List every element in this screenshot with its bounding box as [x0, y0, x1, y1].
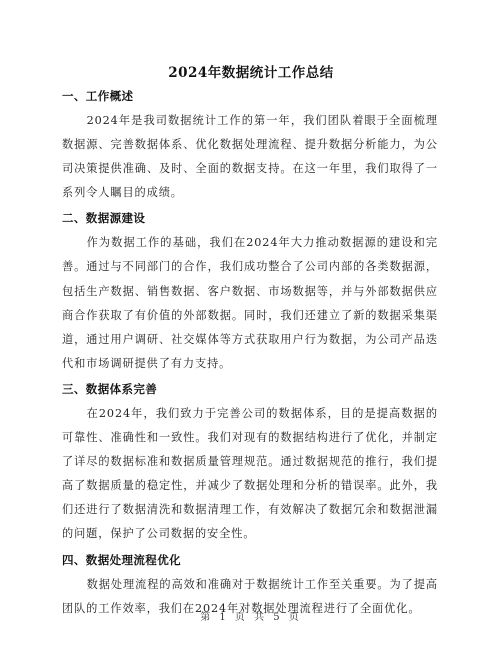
section-heading: 四、数据处理流程优化: [62, 552, 181, 567]
section-data-system: [62, 377, 438, 547]
section-heading: 一、工作概述: [62, 89, 134, 103]
section-paragraph: 在2024年，我们致力于完善公司的数据体系，目的是提高数据的可靠性、准确性和一致性。我们对现有的数据结构进行了优化，并制定了详尽的数据标准和数据质量管理规范。通过数据规范的推行，我们提高了数据质量的稳定性，并减少了数据处理和分析的错误率。此外，我们还进行了数据清洗和数据清理工作，有效解决了数据冗余和数据泄漏的问题，保护了公司数据的安全性。: [62, 406, 438, 541]
section-paragraph: 数据处理流程的高效和准确对于数据统计工作至关重要。为了提高团队的工作效率，我们在2024年对数据处理流程进行了全面优化。: [62, 577, 438, 615]
section-paragraph: 作为数据工作的基础，我们在2024年大力推动数据源的建设和完善。通过与不同部门的合作，我们成功整合了公司内部的各类数据源，包括生产数据、销售数据、客户数据、市场数据等，并与外部数据供应商合作获取了有价值的外部数据。同时，我们还建立了新的数据采集渠道，通过用户调研、社交媒体等方式获取用户行为数据，为公司产品迭代和市场调研提供了有力支持。: [62, 236, 438, 370]
section-heading: 二、数据源建设: [62, 211, 146, 226]
document-title: 2024年数据统计工作总结: [168, 65, 334, 81]
document-body: [62, 84, 438, 622]
section-overview: [62, 84, 438, 205]
section-heading: 三、数据体系完善: [62, 381, 158, 396]
section-data-sources: [62, 206, 438, 376]
page-number-footer: 第 1 页 共 5 页: [200, 612, 302, 623]
section-paragraph: 2024年是我司数据统计工作的第一年，我们团队着眼于全面梳理数据源、完善数据体系、优化数据处理流程、提升数据分析能力，为公司决策提供准确、及时、全面的数据支持。在这一年里，我们取得了一系列令人瞩目的成绩。: [62, 114, 438, 200]
